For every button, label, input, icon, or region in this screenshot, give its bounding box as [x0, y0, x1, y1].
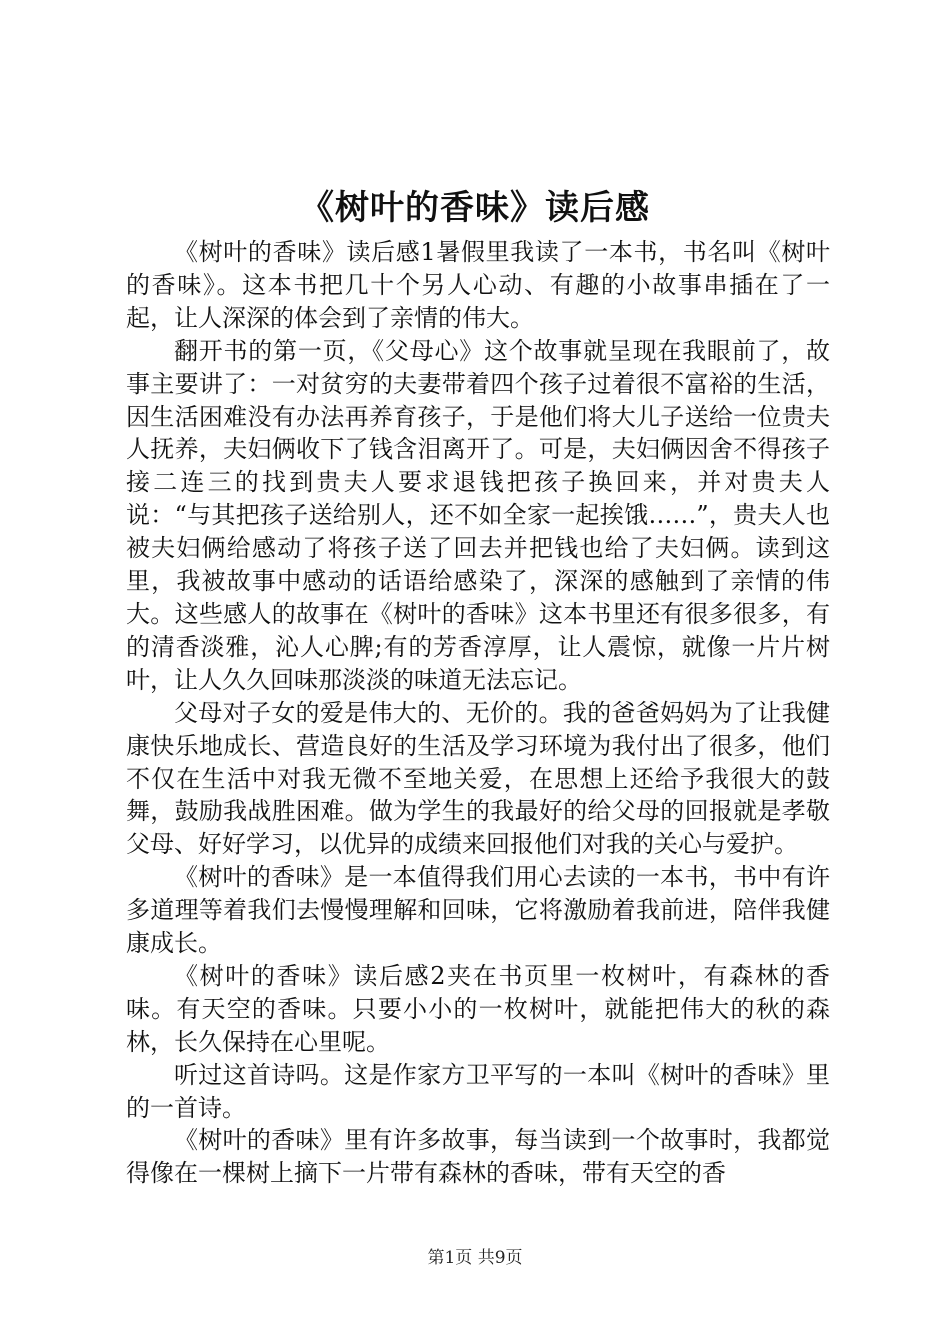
- paragraph-5: 《树叶的香味》读后感2夹在书页里一枚树叶，有森林的香味。有天空的香味。只要小小的一枚树叶，就能把伟大的秋的森林，长久保持在心里呢。: [126, 961, 830, 1056]
- document-body: [126, 236, 830, 1190]
- paragraph-2: 翻开书的第一页，《父母心》这个故事就呈现在我眼前了，故事主要讲了：一对贫穷的夫妻带着四个孩子过着很不富裕的生活，因生活困难没有办法再养育孩子，于是他们将大儿子送给一位贵夫人抚养，夫妇俩收下了钱含泪离开了。可是，夫妇俩因舍不得孩子接二连三的找到贵夫人要求退钱把孩子换回来，并对贵夫人说：“与其把孩子送给别人，还不如全家一起挨饿……”，贵夫人也被夫妇俩给感动了将孩子送了回去并把钱也给了夫妇俩。读到这里，我被故事中感动的话语给感染了，深深的感触到了亲情的伟大。这些感人的故事在《树叶的香味》这本书里还有很多很多，有的清香淡雅，沁人心脾;有的芳香淳厚，让人震惊，就像一片片树叶，让人久久回味那淡淡的味道无法忘记。: [126, 336, 830, 694]
- paragraph-3: 父母对子女的爱是伟大的、无价的。我的爸爸妈妈为了让我健康快乐地成长、营造良好的生活及学习环境为我付出了很多，他们不仅在生活中对我无微不至地关爱，在思想上还给予我很大的鼓舞，鼓励我战胜困难。做为学生的我最好的给父母的回报就是孝敬父母、好好学习，以优异的成绩来回报他们对我的关心与爱护。: [126, 698, 830, 859]
- document-title: 《树叶的香味》读后感: [300, 188, 650, 228]
- paragraph-6: 听过这首诗吗。这是作家方卫平写的一本叫《树叶的香味》里的一首诗。: [126, 1060, 830, 1122]
- page-number-footer: 第1页 共9页: [427, 1248, 523, 1268]
- paragraph-7: 《树叶的香味》里有许多故事，每当读到一个故事时，我都觉得像在一棵树上摘下一片带有森林的香味，带有天空的香: [126, 1126, 830, 1188]
- paragraph-1: 《树叶的香味》读后感1暑假里我读了一本书，书名叫《树叶的香味》。这本书把几十个另人心动、有趣的小故事串插在了一起，让人深深的体会到了亲情的伟大。: [126, 238, 830, 332]
- paragraph-4: 《树叶的香味》是一本值得我们用心去读的一本书，书中有许多道理等着我们去慢慢理解和回味，它将激励着我前进，陪伴我健康成长。: [126, 863, 830, 958]
